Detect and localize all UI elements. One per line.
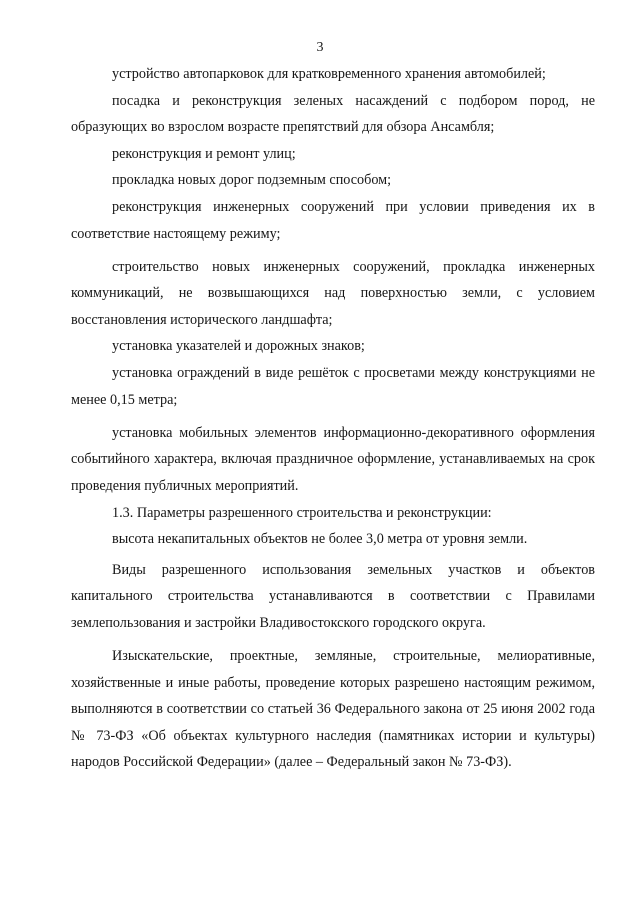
paragraph-land-use: Виды разрешенного использования земельных участков и объектов капитального строительства устанавливаются в соответствии с Правилами землепользования и застройки Владивостокского городского округа.	[71, 561, 595, 631]
paragraph-works-law: Изыскательские, проектные, земляные, строительные, мелиоративные, хозяйственные и иные работы, проведение которых разрешено настоящим режимом, выполняются в соответствии со статьей 36 Федерального закона от 25 июня 2002 года № 73-ФЗ «Об объектах культурного наследия (памятниках истории и культуры) народов Российской Федерации» (далее – Федеральный закон № 73-ФЗ).	[71, 647, 595, 771]
document-body	[71, 61, 595, 776]
paragraph-signs: установка указателей и дорожных знаков;	[112, 338, 365, 355]
paragraph-underground-roads: прокладка новых дорог подземным способом;	[112, 172, 392, 189]
paragraph-height-limit: высота некапитальных объектов не более 3,0 метра от уровня земли.	[112, 531, 528, 548]
paragraph-mobile-elements: установка мобильных элементов информационно-декоративного оформления событийного характера, включая праздничное оформление, устанавливаемых на срок проведения публичных мероприятий.	[71, 424, 595, 494]
paragraph-section-1-3: 1.3. Параметры разрешенного строительства и реконструкции:	[112, 504, 492, 521]
paragraph-engineering-reconstruction: реконструкция инженерных сооружений при условии приведения их в соответствие настоящему режиму;	[71, 198, 595, 242]
paragraph-new-engineering: строительство новых инженерных сооружений, прокладка инженерных коммуникаций, не возвышающихся над поверхностью земли, с условием восстановления исторического ландшафта;	[71, 258, 595, 328]
paragraph-street-repair: реконструкция и ремонт улиц;	[112, 145, 296, 162]
paragraph-green-planting: посадка и реконструкция зеленых насаждений с подбором пород, не образующих во взрослом возрасте препятствий для обзора Ансамбля;	[71, 92, 595, 136]
paragraph-parking: устройство автопарковок для кратковременного хранения автомобилей;	[112, 66, 546, 82]
paragraph-fences: установка ограждений в виде решёток с просветами между конструкциями не менее 0,15 метра;	[71, 365, 595, 408]
page-number: 3	[316, 40, 324, 55]
